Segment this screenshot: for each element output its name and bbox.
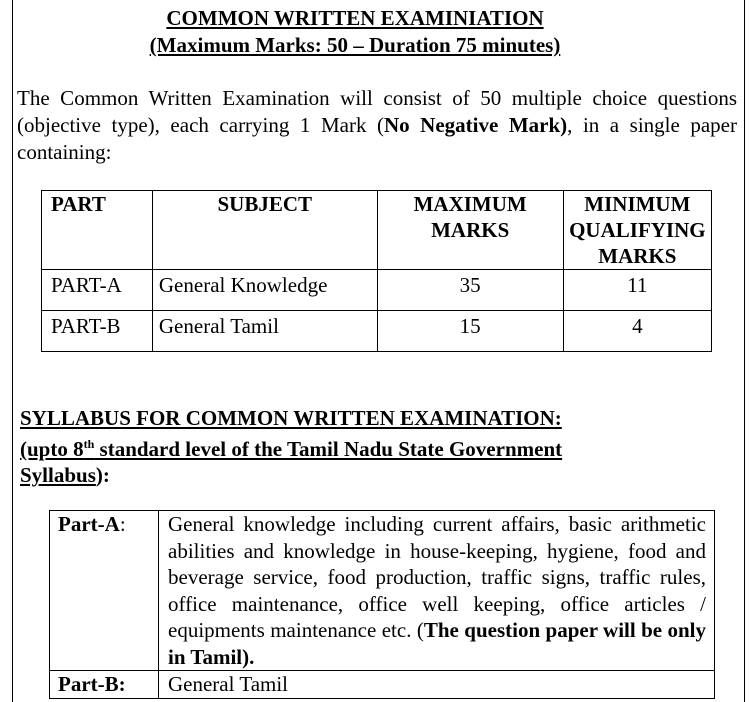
marks-table bbox=[41, 190, 712, 352]
header-maximum-marks: MAXIMUM MARKS bbox=[377, 191, 563, 270]
row-part: PART-A bbox=[42, 270, 153, 311]
exam-title: COMMON WRITTEN EXAMINIATION bbox=[166, 6, 544, 30]
header-subject: SUBJECT bbox=[152, 191, 377, 270]
syllabus-subheading bbox=[20, 431, 562, 462]
syllabus-sub-sup: th bbox=[83, 437, 95, 451]
syllabus-sub-post: standard level of the Tamil Nadu State Government bbox=[94, 437, 563, 461]
intro-bold-note: No Negative Mark) bbox=[383, 113, 568, 137]
row-min-marks: 11 bbox=[563, 270, 711, 311]
intro-text-end: , in a single paper containing: bbox=[17, 113, 737, 164]
syllabus-sub-end: ): bbox=[95, 463, 110, 487]
syllabus-text-part-a bbox=[159, 511, 715, 671]
part-a-colon: : bbox=[119, 512, 126, 536]
row-min-marks: 4 bbox=[563, 311, 711, 352]
part-a-note-open: ( bbox=[416, 618, 424, 642]
header-minimum-marks: MINIMUM QUALIFYING MARKS bbox=[563, 191, 711, 270]
syllabus-sub-pre: (upto 8 bbox=[20, 437, 84, 461]
syllabus-heading-block bbox=[20, 405, 562, 488]
table-row bbox=[42, 270, 712, 311]
page-border-right bbox=[744, 0, 745, 702]
exam-subtitle: (Maximum Marks: 50 – Duration 75 minutes) bbox=[149, 33, 561, 57]
syllabus-table bbox=[49, 510, 715, 699]
row-max-marks: 35 bbox=[377, 270, 563, 311]
part-a-text: General knowledge including current affairs, basic arithmetic abilities and knowledge in house-keeping, hygiene, food and beverage service, food production, traffic signs, traffic rules, office maintenance, office well keeping, office articles / equipments maintenance etc. bbox=[168, 512, 706, 642]
header-part: PART bbox=[42, 191, 153, 270]
syllabus-sub-last: Syllabus bbox=[20, 463, 96, 487]
syllabus-heading: SYLLABUS FOR COMMON WRITTEN EXAMINATION: bbox=[20, 406, 562, 430]
page-border-left bbox=[12, 0, 13, 702]
syllabus-text-part-b: General Tamil bbox=[159, 671, 715, 699]
table-row bbox=[50, 511, 715, 671]
row-subject: General Knowledge bbox=[152, 270, 377, 311]
syllabus-label-part-b: Part-B: bbox=[50, 671, 159, 699]
part-a-label: Part-A bbox=[58, 512, 120, 536]
row-subject: General Tamil bbox=[152, 311, 377, 352]
intro-text-start: The Common Written Examination will consist of 50 multiple choice questions (objective type), each carrying 1 Mark ( bbox=[17, 86, 737, 137]
table-row bbox=[42, 311, 712, 352]
part-a-note: The question paper will be only in Tamil). bbox=[168, 618, 707, 669]
syllabus-subheading-end bbox=[20, 462, 562, 488]
syllabus-label-part-a bbox=[50, 511, 159, 671]
marks-header-row bbox=[42, 191, 712, 270]
intro-paragraph bbox=[17, 85, 737, 166]
row-max-marks: 15 bbox=[377, 311, 563, 352]
table-row bbox=[50, 671, 715, 699]
row-part: PART-B bbox=[42, 311, 153, 352]
